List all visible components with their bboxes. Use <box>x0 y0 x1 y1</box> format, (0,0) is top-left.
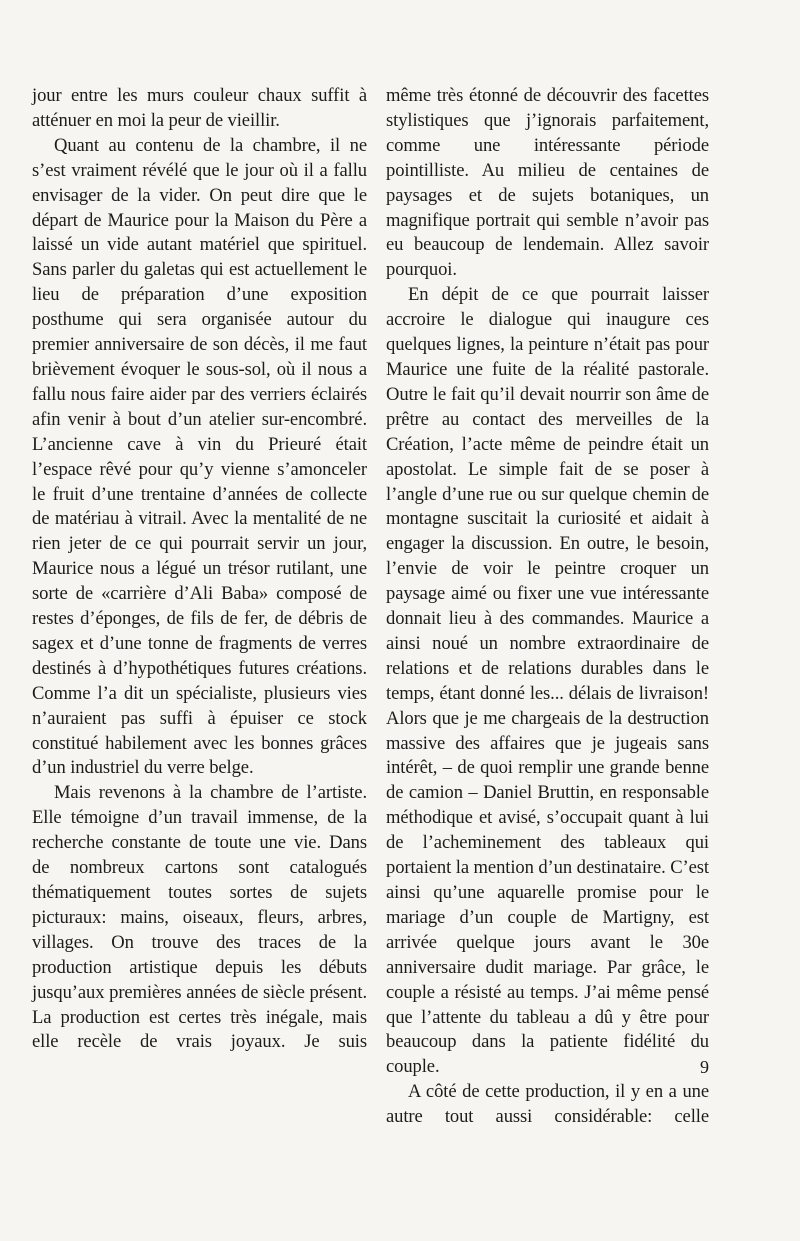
paragraph: A côté de cette production, il y en a une autre tout aussi considérable: celle <box>386 1081 709 1128</box>
paragraph: Mais revenons à la chambre de l’artiste. Elle témoigne d’un travail immense, de la recherche constante de toute une vie. Dans de nombreux cartons sont catalogués thématiquement toutes sortes de sujets picturaux: mains, oiseaux, fleurs, arbres, villages. On trouve des traces de la production artistique depuis les débuts jusqu’aux premières années de siècle présent. La production est certes très inégale, mais elle recèle de vrais joyaux. Je suis <box>32 782 367 1053</box>
paragraph: jour entre les murs couleur chaux suffit à atténuer en moi la peur de vieillir. <box>32 85 367 131</box>
paragraph: En dépit de ce que pourrait laisser accroire le dialogue qui inaugure ces quelques lignes, la peinture n’était pas pour Maurice une fuite de la réalité pastorale. Outre le fait qu’il devait nourrir son âme de prêtre au contact des merveilles de la Création, l’acte même de peindre était un apostolat. Le simple fait de se poser à l’angle d’une rue ou sur quelque chemin de montagne suscitait la curiosité et aidait à engager la discussion. En outre, le besoin, l’envie de voir le peintre croquer un paysage aimé ou fixer une vue intéressante donnait lieu à des commandes. Maurice a ainsi noué un nombre extraordinaire de relations et de relations durables dans le temps, étant donné les... délais de livraison! Alors que je me chargeais de la destruction massive des affaires que je jugeais sans intérêt, – de quoi remplir une grande benne de camion – Daniel Bruttin, en responsable méthodique et avisé, s’occupait quant à lui de l’acheminement des tableaux qui portaient la mention d’un destinataire. C’est ainsi qu’une aquarelle promise pour le mariage d’un couple de Martigny, est arrivée quelque jours avant le 30e anniversaire dudit mariage. Par grâce, le couple a résisté au temps. J’ai même pensé que l’attente du tableau a dû y être pour beaucoup dans la patiente fidélité du couple. <box>386 284 709 1078</box>
paragraph: même très étonné de découvrir des facettes stylistiques que j’ignorais parfaitement, comme une intéressante période pointilliste. Au milieu de centaines de paysages et de sujets botaniques, un magnifique portrait qui semble n’avoir pas eu beaucoup de lendemain. Allez savoir pourquoi. <box>386 85 709 281</box>
right-column <box>386 84 709 1130</box>
page-number: 9 <box>700 1057 709 1077</box>
left-column <box>32 84 367 1055</box>
paragraph: Quant au contenu de la chambre, il ne s’est vraiment révélé que le jour où il a fallu envisager de la vider. On peut dire que le départ de Maurice pour la Maison du Père a laissé un vide autant matériel que spirituel. Sans parler du galetas qui est actuellement le lieu de préparation d’une exposition posthume qui sera organisée autour du premier anniversaire de son décès, il me faut brièvement évoquer le sous-sol, où il nous a fallu nous faire aider par des verriers éclairés afin venir à bout d’un atelier sur-encombré. L’ancienne cave à vin du Prieuré était l’espace rêvé pour qu’y vienne s’amonceler le fruit d’une trentaine d’années de collecte de matériau à vitrail. Avec la mentalité de ne rien jeter de ce qui pourrait servir un jour, Maurice nous a légué un trésor rutilant, une sorte de «carrière d’Ali Baba» composé de restes d’éponges, de fils de fer, de débris de sagex et d’une tonne de fragments de verres destinés à d’hypothétiques futures créations. Comme l’a dit un spécialiste, plusieurs vies n’auraient pas suffi à épuiser ce stock constitué habilement avec les bonnes grâces d’un industriel du verre belge. <box>32 134 367 779</box>
